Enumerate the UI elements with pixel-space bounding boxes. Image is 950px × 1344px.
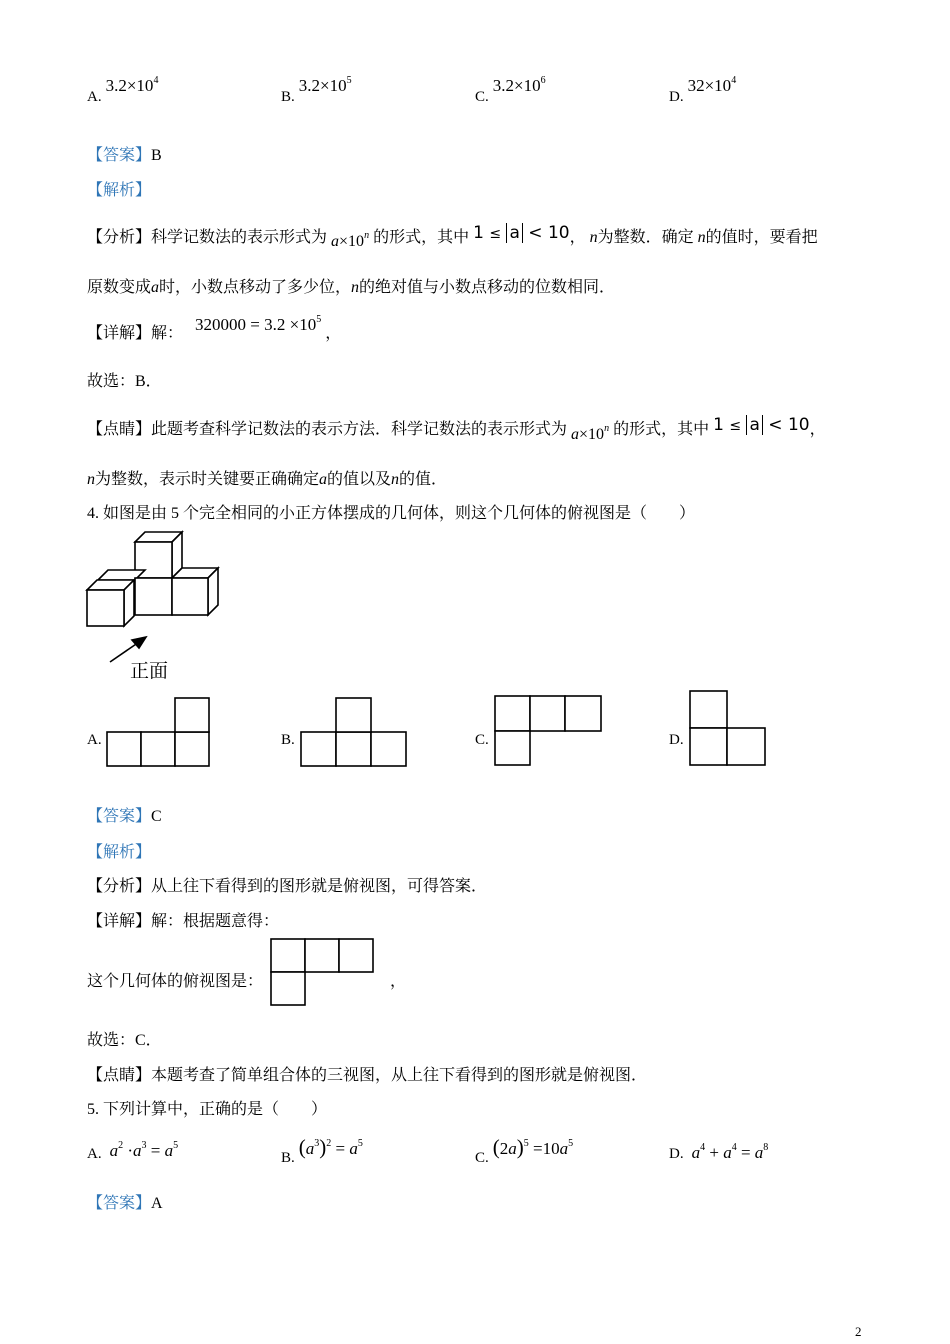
q3-answer: 【答案】B	[87, 147, 162, 164]
q3-option-c: C. $3.2\times 10^6$	[475, 75, 546, 105]
q4-option-b-label: B.	[281, 732, 295, 748]
q5-option-d: D. $a^4 + a^4 = a^8$	[669, 1142, 769, 1162]
q5-option-b: B. $(a^3)^2 = a^5$	[281, 1135, 363, 1166]
q4-answer: 【答案】C	[87, 808, 162, 825]
q5-option-c: C. $(2a)^5 =10a^5$	[475, 1135, 574, 1166]
q3-option-a: A. $3.2\times 10^4$	[87, 75, 159, 105]
q4-comment: 【点睛】本题考查了简单组合体的三视图，从上往下看得到的图形就是俯视图．	[87, 1067, 648, 1084]
q3-fenxi: 【分析】科学记数法的表示形式为 $a\times 10^n$ 的形式，其中 1 ≤ a < 10， n为整数．确定 n的值时，要看把	[87, 223, 818, 250]
q4-view-comma: ，	[390, 973, 407, 990]
q4-option-c-label: C.	[475, 732, 489, 748]
q3-analysis-tag: 【解析】	[87, 182, 152, 199]
q4-fenxi: 【分析】从上往下看得到的图形就是俯视图，可得答案．	[87, 878, 488, 895]
q4-option-c-figure	[494, 695, 609, 769]
q3-option-d: D. $32\times 10^4$	[669, 75, 737, 105]
q4-option-a-label: A.	[87, 732, 102, 748]
q3-option-b: B. $3.2\times 10^5$	[281, 75, 352, 105]
q4-top-view-figure	[270, 938, 380, 1010]
q4-option-d-figure	[689, 690, 769, 768]
q4-choose: 故选：C．	[87, 1032, 162, 1049]
q4-option-d-label: D.	[669, 732, 684, 748]
q4-option-b-figure	[300, 697, 410, 769]
q4-analysis-tag: 【解析】	[87, 844, 152, 861]
q5-option-a: A. $a^2 \cdot a^3 = a^5$	[87, 1140, 179, 1162]
front-label: 正面	[130, 661, 169, 682]
q4-question: 4. 如图是由 5 个完全相同的小正方体摆成的几何体，则这个几何体的俯视图是（ ）	[87, 505, 696, 522]
q3-fenxi-line2: 原数变成a时，小数点移动了多少位，n的绝对值与小数点移动的位数相同．	[87, 279, 616, 296]
page-number: 2	[855, 1324, 862, 1339]
q5-question: 5. 下列计算中，正确的是（ ）	[87, 1101, 328, 1118]
q3-detail: 【详解】解： $320000 = 3.2 \times 10^5$ ，	[87, 314, 342, 342]
q3-choose: 故选：B．	[87, 373, 162, 390]
q5-answer: 【答案】A	[87, 1195, 163, 1212]
q3-comment-line2: n为整数，表示时关键要正确确定a的值以及n的值．	[87, 471, 448, 488]
q4-view-text: 这个几何体的俯视图是：	[87, 973, 264, 990]
q3-comment: 【点睛】此题考查科学记数法的表示方法．科学记数法的表示形式为 $a\times 10^n$ 的形式，其中 1 ≤ a < 10，	[87, 415, 826, 443]
q4-detail: 【详解】解：根据题意得：	[87, 913, 280, 930]
q4-option-a-figure	[106, 697, 216, 769]
q4-cube-figure	[86, 530, 226, 630]
